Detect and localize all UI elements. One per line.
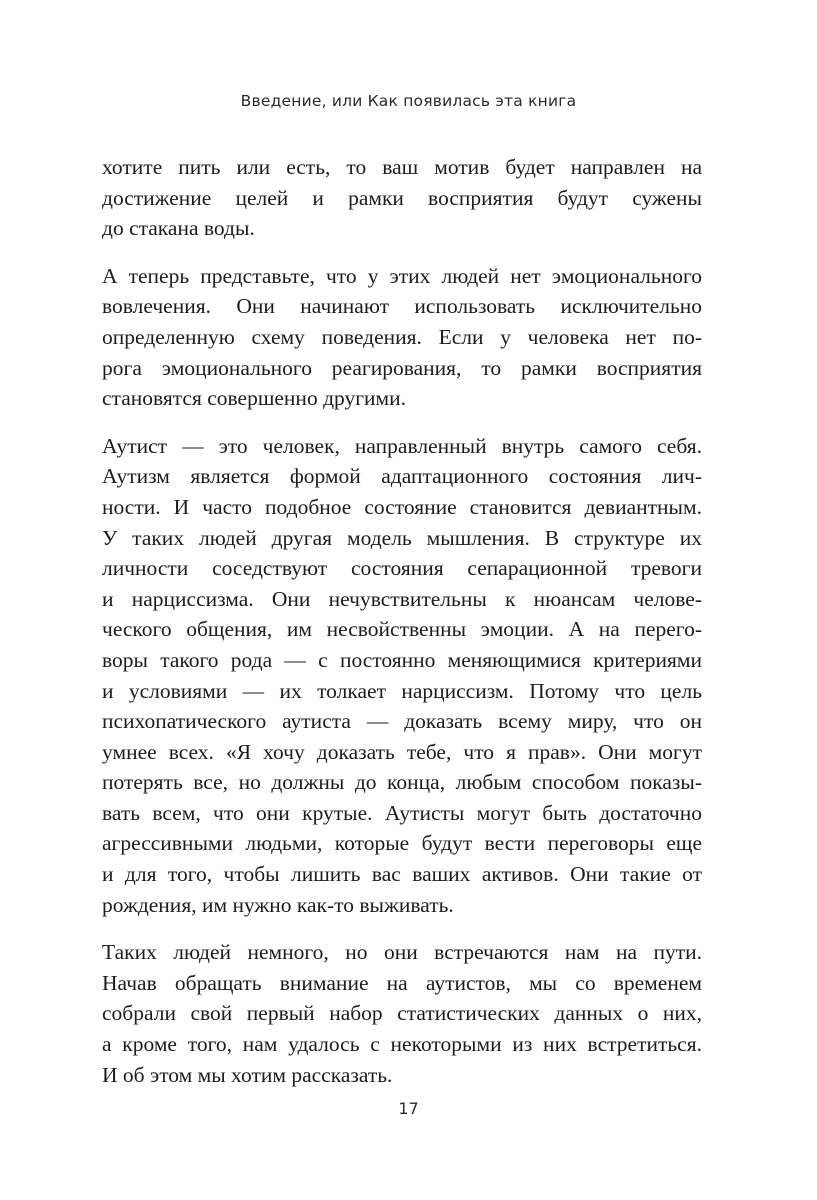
text-line: достижение целей и рамки восприятия будут сужены: [102, 185, 702, 210]
running-header: Введение, или Как появилась эта книга: [240, 92, 577, 110]
text-line: И об этом мы хотим рассказать.: [102, 1062, 393, 1087]
text-line: вовлечения. Они начинают использовать исключительно: [102, 294, 702, 319]
text-line: У таких людей другая модель мышления. В структуре их: [102, 525, 702, 550]
text-line: потерять все, но должны до конца, любым способом показы-: [102, 770, 702, 795]
text-line: ческого общения, им несвойственны эмоции. А на перего-: [102, 617, 702, 642]
text-line: и для того, чтобы лишить вас ваших активов. Они такие от: [102, 862, 702, 887]
text-line: вать всем, что они крутые. Аутисты могут быть достаточно: [102, 800, 702, 825]
text-line: личности соседствуют состояния сепарационной тревоги: [102, 556, 702, 581]
text-line: определенную схему поведения. Если у человека нет по-: [102, 324, 702, 349]
text-line: психопатического аутиста — доказать всему миру, что он: [102, 709, 702, 734]
text-line: собрали свой первый набор статистических данных о них,: [102, 1001, 702, 1026]
text-line: и условиями — их толкает нарциссизм. Потому что цель: [102, 678, 702, 703]
paragraph: [102, 261, 702, 414]
text-line: Аутист — это человек, направленный внутрь самого себя.: [102, 433, 702, 458]
paragraph: [102, 431, 702, 921]
text-line: Начав обращать внимание на аутистов, мы со временем: [102, 970, 702, 995]
text-line: становятся совершенно другими.: [102, 386, 407, 411]
paragraph: [102, 152, 702, 244]
text-line: Таких людей немного, но они встречаются нам на пути.: [102, 940, 702, 965]
text-line: А теперь представьте, что у этих людей нет эмоционального: [102, 263, 702, 288]
text-line: рождения, им нужно как-то выживать.: [102, 892, 454, 917]
text-line: рога эмоционального реагирования, то рамки восприятия: [102, 355, 702, 380]
text-line: до стакана воды.: [102, 216, 255, 241]
body-text: [102, 152, 702, 1107]
text-line: воры такого рода — с постоянно меняющимися критериями: [102, 647, 702, 672]
text-line: хотите пить или есть, то ваш мотив будет направлен на: [102, 155, 702, 179]
text-line: ности. И часто подобное состояние становится девиантным.: [102, 494, 702, 519]
text-line: Аутизм является формой адаптационного состояния лич-: [102, 464, 702, 489]
page-number: 17: [398, 1099, 419, 1118]
text-line: агрессивными людьми, которые будут вести переговоры еще: [102, 831, 702, 856]
text-line: и нарциссизма. Они нечувствительны к нюансам челове-: [102, 586, 702, 611]
text-line: а кроме того, нам удалось с некоторыми из них встретиться.: [102, 1032, 702, 1057]
paragraph: [102, 937, 702, 1090]
text-line: умнее всех. «Я хочу доказать тебе, что я прав». Они могут: [102, 739, 702, 764]
